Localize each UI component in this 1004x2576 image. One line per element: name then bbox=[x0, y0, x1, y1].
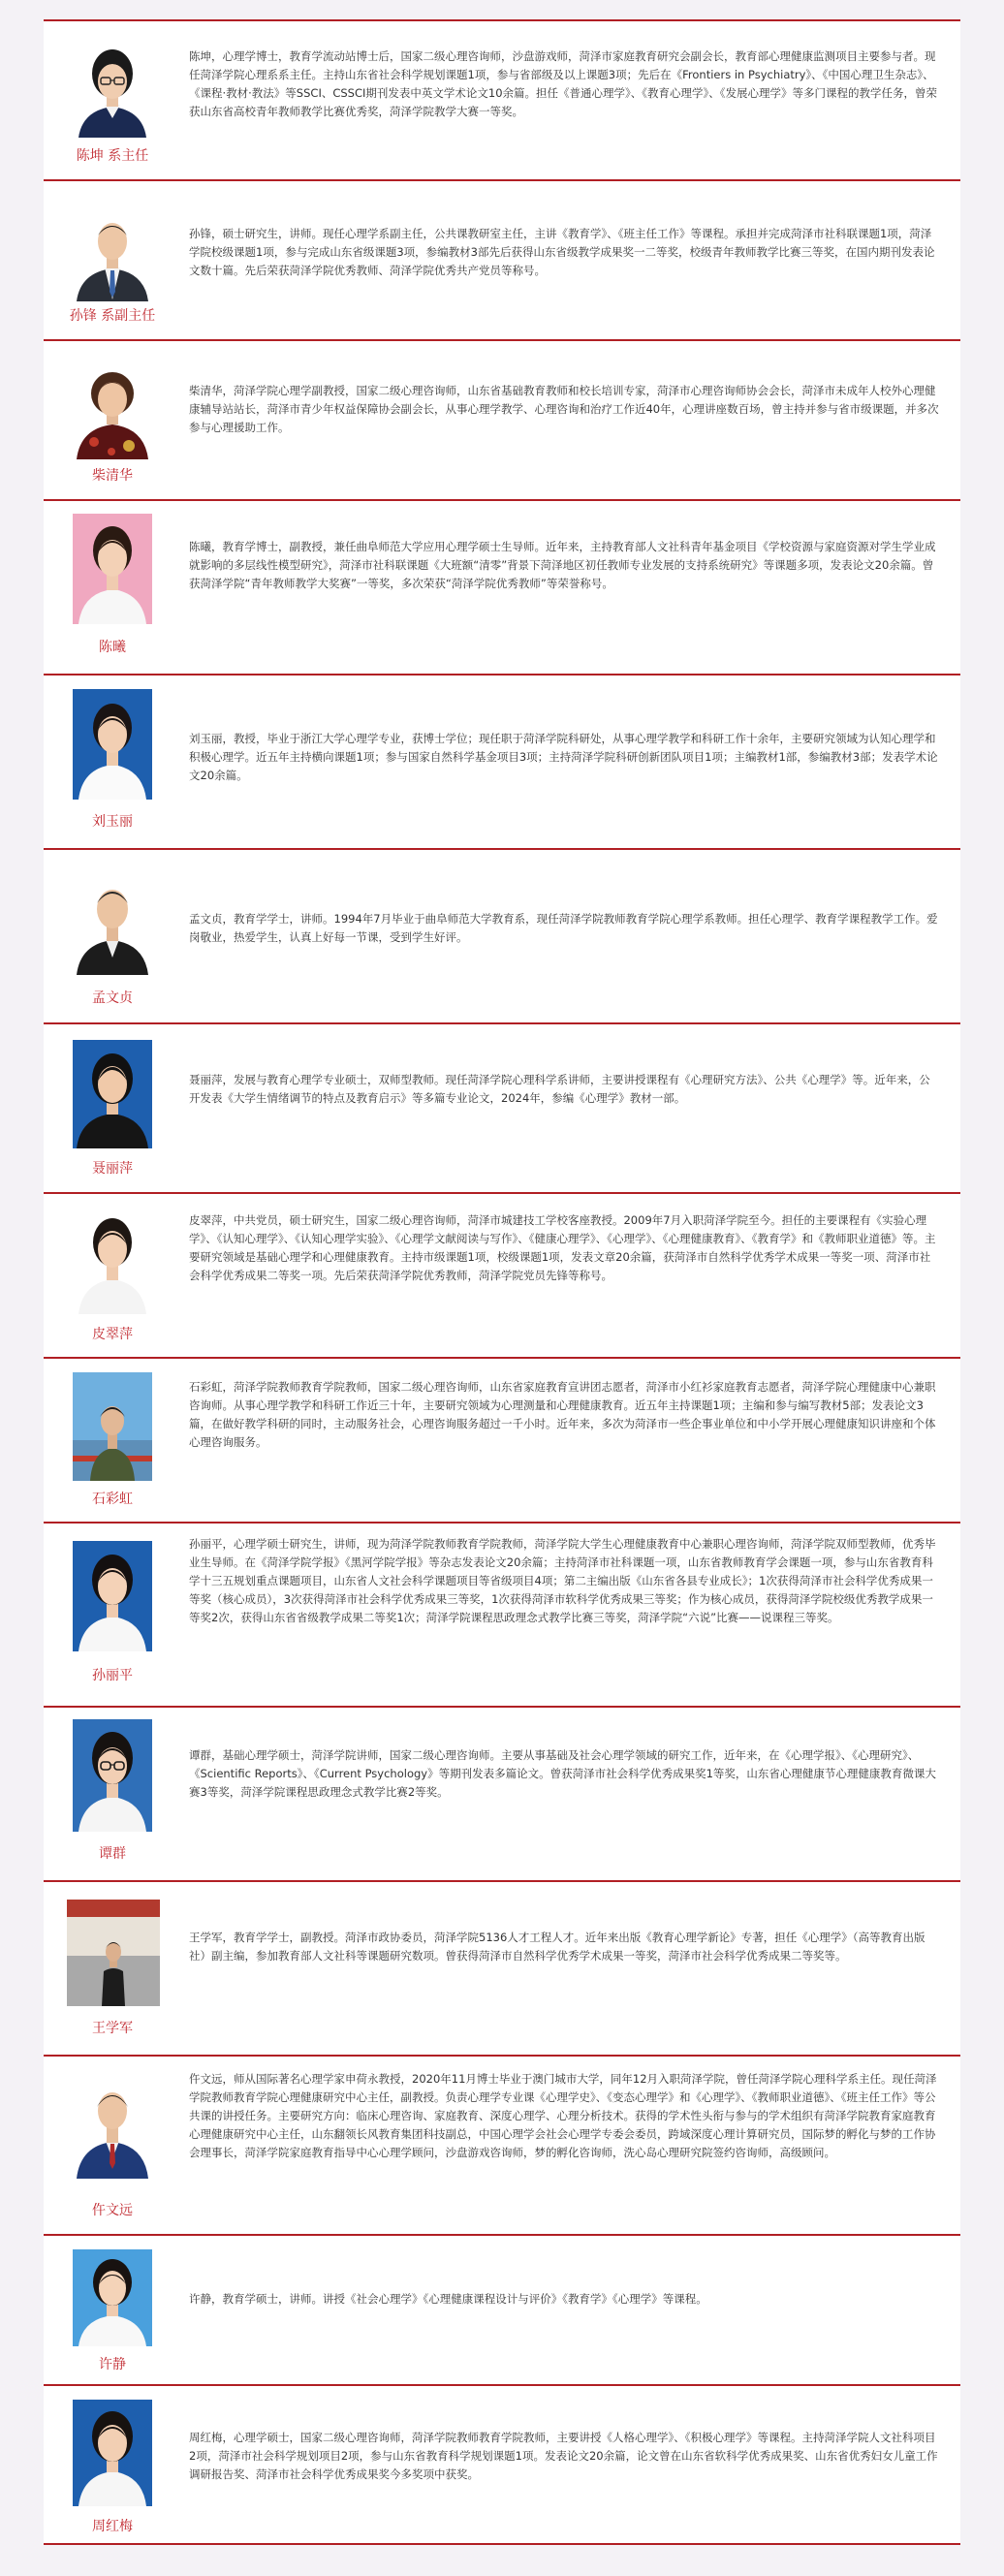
portrait-photo bbox=[73, 361, 152, 459]
portrait-photo bbox=[73, 2070, 152, 2179]
staff-row bbox=[44, 339, 960, 499]
staff-bio: 许静，教育学硕士，讲师。讲授《社会心理学》《心理健康课程设计与评价》《教育学》《心理学》等课程。 bbox=[189, 2292, 707, 2306]
staff-name: 石彩虹 bbox=[92, 1492, 133, 1507]
staff-bio: 仵文远，师从国际著名心理学家申荷永教授，2020年11月博士毕业于澳门城市大学，同年12月入职菏泽学院，曾任菏泽学院心理科学系主任。现任菏泽学院教师教育学院心理健康研究中心主任，副教授。负责心理学专业课《心理学史》、《变态心理学》和《心理学》、《教师职业道德》、《班主任工作》等公共课的讲授任务。主要研究方向：临床心理咨询、家庭教育、深度心理学、心理分析技术。获得的学术性头衔与参与的学术组织有菏泽学院教育家庭教育心理健康研究中心主任，山东翻领长风教育集团科技副总，中国心理学会社会心理学专委会委员，跨域深度心理计算研究员，国际梦的孵化与梦的工作协会理事长，菏泽学院家庭教育指导中心心理学顾问，沙盘游戏咨询师，梦的孵化咨询师，洗心岛心理研究院签约咨询师，高级顾问。 bbox=[189, 2072, 937, 2159]
portrait-photo bbox=[73, 203, 152, 301]
staff-row bbox=[44, 1022, 960, 1192]
staff-row bbox=[44, 1192, 960, 1357]
staff-row bbox=[44, 2234, 960, 2384]
staff-name: 周红梅 bbox=[92, 2519, 133, 2534]
staff-bio: 孙锋，硕士研究生，讲师。现任心理学系副主任，公共课教研室主任，主讲《教育学》、《班主任工作》等课程。承担并完成菏泽市社科联课题1项，菏泽学院校级课题1项，参与完成山东省级课题3项，参编教材3部先后获得山东省级教学成果奖一二等奖，校级青年教师教学比赛三等奖，在国内期刊发表论文数十篇。先后荣获菏泽学院优秀教师、菏泽学院优秀共产党员等称号。 bbox=[189, 227, 935, 277]
staff-name: 谭群 bbox=[99, 1846, 126, 1862]
staff-bio: 陈曦，教育学博士，副教授，兼任曲阜师范大学应用心理学硕士生导师。近年来，主持教育部人文社科青年基金项目《学校资源与家庭资源对学生学业成就影响的多层线性模型研究》，菏泽市社科联课题《大班额“清零”背景下菏泽地区初任教师专业发展的支持系统研究》等课题多项，发表论文20余篇。曾获菏泽学院“青年教师教学大奖赛”一等奖，多次荣获“菏泽学院优秀教师”等荣誉称号。 bbox=[189, 540, 936, 590]
staff-name: 陈曦 bbox=[99, 640, 126, 655]
staff-name: 刘玉丽 bbox=[92, 814, 133, 830]
staff-name: 陈坤 系主任 bbox=[76, 148, 149, 164]
staff-bio: 刘玉丽，教授，毕业于浙江大学心理学专业，获博士学位；现任职于菏泽学院科研处，从事心理学教学和科研工作十余年，主要研究领域为认知心理学和积极心理学。近五年主持横向课题1项；参与国家自然科学基金项目3项；主持菏泽学院科研创新团队项目1项；主编教材1部，参编教材3部；发表学术论文20余篇。 bbox=[189, 732, 938, 782]
portrait-photo bbox=[73, 514, 152, 624]
portrait-photo bbox=[73, 866, 152, 975]
portrait-photo bbox=[73, 1372, 152, 1481]
staff-row bbox=[44, 1880, 960, 2055]
staff-bio: 聂丽萍，发展与教育心理学专业硕士，双师型教师。现任菏泽学院心理科学系讲师，主要讲授课程有《心理研究方法》、公共《心理学》等。近年来，公开发表《大学生情绪调节的特点及教育启示》等多篇专业论文，2024年，参编《心理学》教材一部。 bbox=[189, 1073, 930, 1105]
staff-bio: 周红梅，心理学硕士，国家二级心理咨询师，菏泽学院教师教育学院教师，主要讲授《人格心理学》、《积极心理学》等课程。主持菏泽学院人文社科项目2项，菏泽市社会科学规划项目2项，参与山东省教育科学规划课题1项。发表论文20余篇，论文曾在山东省软科学优秀成果奖、山东省优秀妇女儿童工作调研报告奖、菏泽市社会科学优秀成果奖今多奖项中获奖。 bbox=[189, 2431, 938, 2481]
portrait-photo bbox=[73, 2249, 152, 2346]
portrait-photo bbox=[67, 1900, 160, 2006]
staff-row bbox=[44, 848, 960, 1022]
staff-name: 孙锋 系副主任 bbox=[69, 308, 156, 324]
portrait-photo bbox=[73, 1541, 152, 1651]
staff-bio: 孙丽平，心理学硕士研究生，讲师，现为菏泽学院教师教育学院教师，菏泽学院大学生心理健康教育中心兼职心理咨询师，菏泽学院双师型教师，优秀毕业生导师。在《菏泽学院学报》《黑河学院学报》等杂志发表论文20余篇；主持菏泽市社科课题一项，山东省教师教育学会课题一项，参与山东省教育科学十三五规划重点课题项目，山东省人文社会科学课题项目等省级项目4项；第二主编出版《山东省各县专业成长》；1次获得菏泽市社会科学优秀成果一等奖（核心成员），3次获得菏泽市社会科学优秀成果三等奖，1次获得菏泽市软科学优秀成果三等奖；作为核心成员，获得菏泽学院校级优秀教学成果一等奖2次，获得山东省省级教学成果二等奖1次；菏泽学院课程思政理念式教学比赛三等奖，菏泽学院“六说”比赛——说课程三等奖。 bbox=[189, 1537, 936, 1624]
staff-bio: 石彩虹，菏泽学院教师教育学院教师，国家二级心理咨询师，山东省家庭教育宣讲团志愿者，菏泽市小红衫家庭教育志愿者，菏泽学院心理健康中心兼职咨询师。从事心理学教学和科研工作近三十年，主要研究领域为心理测量和心理健康教育。近五年主持课题1项；主编和参与编写教材5部；发表论文3篇，在做好教学科研的同时，主动服务社会，心理咨询服务超过一千小时。近年来，多次为菏泽市一些企事业单位和中小学开展心理健康知识讲座和个体心理咨询服务。 bbox=[189, 1380, 936, 1449]
portrait-photo bbox=[73, 1040, 152, 1148]
portrait-photo bbox=[73, 39, 152, 138]
staff-name: 孟文贞 bbox=[92, 990, 133, 1006]
staff-bio: 陈坤，心理学博士，教育学流动站博士后，国家二级心理咨询师，沙盘游戏师，菏泽市家庭教育研究会副会长，教育部心理健康监测项目主要参与者。现任菏泽学院心理系系主任。主持山东省社会科学规划课题1项，参与省部级及以上课题3项；先后在《Frontiers in Psychiatry》、《中国心理卫生杂志》、《课程·教材·教法》等SSCI、CSSCI期刊发表中英文学术论文10余篇。担任《普通心理学》、《教育心理学》、《发展心理学》等多门课程的教学任务，曾荣获山东省高校青年教师教学比赛优秀奖，菏泽学院教学大赛一等奖。 bbox=[189, 49, 938, 118]
staff-card bbox=[44, 19, 960, 2545]
staff-name: 皮翠萍 bbox=[92, 1327, 133, 1342]
staff-name: 许静 bbox=[99, 2357, 126, 2372]
staff-row bbox=[44, 1706, 960, 1880]
staff-row bbox=[44, 19, 960, 179]
staff-row bbox=[44, 674, 960, 848]
staff-bio: 孟文贞，教育学学士，讲师。1994年7月毕业于曲阜师范大学教育系，现任菏泽学院教师教育学院心理学系教师。担任心理学、教育学课程教学工作。爱岗敬业，热爱学生，认真上好每一节课，受到学生好评。 bbox=[189, 912, 938, 944]
portrait-photo bbox=[73, 689, 152, 800]
staff-bio: 谭群，基础心理学硕士，菏泽学院讲师，国家二级心理咨询师。主要从事基础及社会心理学领域的研究工作，近年来，在《心理学报》、《心理研究》、《Scientific Reports》、《Current Psychology》等期刊发表多篇论文。曾获菏泽市社会科学优秀成果奖1等奖，山东省心理健康节心理健康教育微课大赛3等奖，菏泽学院课程思政理念式教学比赛2等奖。 bbox=[189, 1748, 936, 1799]
staff-row bbox=[44, 2055, 960, 2234]
staff-row bbox=[44, 179, 960, 339]
portrait-photo bbox=[73, 2400, 152, 2506]
staff-name: 聂丽萍 bbox=[92, 1161, 133, 1177]
staff-name: 柴清华 bbox=[92, 468, 133, 484]
staff-bio: 柴清华，菏泽学院心理学副教授，国家二级心理咨询师，山东省基础教育教师和校长培训专家，菏泽市心理咨询师协会会长，菏泽市未成年人校外心理健康辅导站站长，菏泽市青少年权益保障协会副会长，从事心理学教学、心理咨询和治疗工作近40年，心理讲座数百场，曾主持并参与省市级课题，并多次参与心理援助工作。 bbox=[189, 384, 939, 434]
staff-name: 仵文远 bbox=[92, 2203, 133, 2218]
staff-row bbox=[44, 499, 960, 674]
staff-row bbox=[44, 1357, 960, 1522]
staff-bio: 王学军，教育学学士，副教授。菏泽市政协委员，菏泽学院5136人才工程人才。近年来出版《教育心理学新论》专著，担任《心理学》（高等教育出版社）副主编，参加教育部人文社科等课题研究数项。曾获得菏泽市自然科学优秀学术成果一等奖，菏泽市社会科学优秀成果二等奖等。 bbox=[189, 1931, 926, 1963]
portrait-photo bbox=[73, 1719, 152, 1832]
staff-bio: 皮翠萍，中共党员，硕士研究生，国家二级心理咨询师，菏泽市城建技工学校客座教授。2009年7月入职菏泽学院至今。担任的主要课程有《实验心理学》、《认知心理学》、《认知心理学实验》、《心理学文献阅读与写作》、《健康心理学》、《心理学》、《心理健康教育》、《教育学》和《教师职业道德》等。主要研究领域是基础心理学和心理健康教育。主持市级课题1项，校级课题1项，发表文章20余篇，获菏泽市自然科学优秀学术成果一等奖一项、菏泽市社会科学优秀成果二等奖一项。先后荣获菏泽学院优秀教师，菏泽学院党员先锋等称号。 bbox=[189, 1213, 936, 1282]
portrait-photo bbox=[73, 1206, 152, 1314]
staff-name: 孙丽平 bbox=[92, 1668, 133, 1683]
staff-row bbox=[44, 1522, 960, 1706]
staff-row bbox=[44, 2384, 960, 2545]
staff-name: 王学军 bbox=[92, 2021, 133, 2036]
